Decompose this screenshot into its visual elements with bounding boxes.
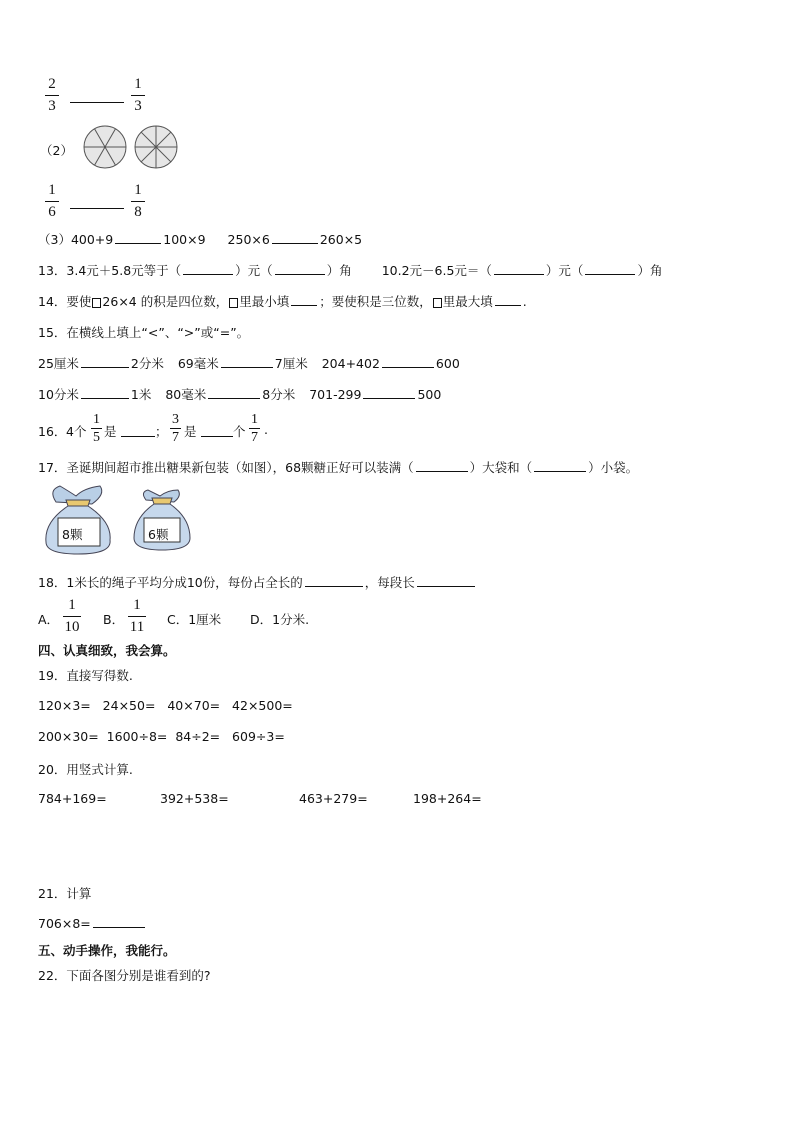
option-b-label[interactable]: B． <box>103 612 125 627</box>
fraction-one-eighth <box>131 182 145 221</box>
question-21-row <box>38 916 147 931</box>
item: 25厘米 <box>38 356 79 371</box>
denominator: 8 <box>134 204 142 220</box>
question-number: 13． <box>38 263 67 278</box>
answer-blank[interactable] <box>221 366 273 368</box>
answer-blank[interactable] <box>305 585 363 587</box>
answer-blank[interactable] <box>81 397 129 399</box>
denominator: 6 <box>48 204 56 220</box>
question-20-text: 20．用竖式计算. <box>38 762 133 777</box>
item: 1米 <box>130 387 152 402</box>
question-21-text: 21．计算 <box>38 886 92 901</box>
denominator: 10 <box>64 619 80 635</box>
item: 8分米 <box>262 387 296 402</box>
expression: 463+279= <box>299 791 368 806</box>
answer-blank[interactable] <box>70 207 124 209</box>
numerator: 2 <box>48 76 56 92</box>
small-bag-label: 6颗 <box>148 527 169 542</box>
question-number: 14． <box>38 294 67 309</box>
fraction-two-thirds <box>45 76 59 115</box>
question-text: 3.4元＋5.8元等于（ <box>66 263 182 278</box>
question-text: 10.2元－6.5元＝（ <box>381 263 492 278</box>
answer-blank[interactable] <box>208 397 260 399</box>
question-text: 是 <box>104 424 117 439</box>
question-text: ）元（ <box>545 263 584 278</box>
big-bag-label: 8颗 <box>62 527 83 542</box>
question-text: 要使 <box>66 294 92 309</box>
question-18 <box>38 573 477 591</box>
expression: 198+264= <box>413 791 482 806</box>
question-17 <box>38 458 638 476</box>
option-b-fraction <box>128 597 146 636</box>
option-d[interactable]: D．1分米. <box>250 612 310 627</box>
question-19-text: 19．直接写得数. <box>38 668 133 683</box>
answer-blank[interactable] <box>272 242 318 244</box>
numerator: 1 <box>93 412 100 427</box>
answer-blank[interactable] <box>183 273 233 275</box>
question-13 <box>38 261 662 279</box>
denominator: 5 <box>93 430 100 445</box>
numerator: 1 <box>48 182 56 198</box>
circle-figures <box>82 124 180 170</box>
answer-blank[interactable] <box>115 242 161 244</box>
numerator: 1 <box>134 182 142 198</box>
question-text: ）大袋和（ <box>469 460 533 475</box>
question-text: 4个 <box>66 424 87 439</box>
item: 7厘米 <box>274 356 308 371</box>
question-15-row1 <box>38 354 460 372</box>
denominator: 7 <box>172 430 179 445</box>
answer-blank[interactable] <box>494 273 544 275</box>
question-22-text: 22．下面各图分别是谁看到的? <box>38 968 211 983</box>
question-16-num: 16． <box>38 424 67 439</box>
item: 69毫米 <box>177 356 219 371</box>
answer-blank[interactable] <box>81 366 129 368</box>
expression: 400+9 <box>70 232 114 247</box>
numerator: 1 <box>251 412 258 427</box>
question-text: 是 <box>184 424 197 439</box>
numerator: 1 <box>134 76 142 92</box>
section-5-heading: 五、动手操作，我能行。 <box>38 943 176 958</box>
circle-eighths <box>135 126 177 168</box>
denominator: 3 <box>134 98 142 114</box>
question-text: 26×4 的积是四位数， <box>102 294 229 309</box>
comparison-row <box>38 230 362 248</box>
item: 701-299 <box>309 387 362 402</box>
question-15-text: 15．在横线上填上“<”、“>”或“=”。 <box>38 325 250 340</box>
circle-sixths <box>84 126 126 168</box>
section-4-heading: 四、认真细致，我会算。 <box>38 643 176 658</box>
question-text: 里最大填 <box>442 294 493 309</box>
answer-blank[interactable] <box>93 926 145 928</box>
fraction-three-sevenths <box>170 412 181 445</box>
answer-blank[interactable] <box>291 304 317 306</box>
fraction-one-seventh <box>249 412 260 445</box>
question-text: . <box>522 294 527 309</box>
answer-blank[interactable] <box>417 585 475 587</box>
question-text: ，每段长 <box>364 575 415 590</box>
answer-blank[interactable] <box>275 273 325 275</box>
question-19-row1: 120×3= 24×50= 40×70= 42×500= <box>38 698 293 713</box>
box-placeholder <box>433 298 442 308</box>
fraction-one-fifth <box>91 412 102 445</box>
expression: 260×5 <box>319 232 363 247</box>
denominator: 3 <box>48 98 56 114</box>
question-text: 18．1米长的绳子平均分成10份，每份占全长的 <box>38 575 303 590</box>
numerator: 1 <box>68 597 76 613</box>
big-candy-bag <box>46 486 110 554</box>
denominator: 7 <box>251 430 258 445</box>
question-14 <box>38 292 527 310</box>
answer-blank[interactable] <box>382 366 434 368</box>
answer-blank[interactable] <box>585 273 635 275</box>
answer-blank[interactable] <box>495 304 521 306</box>
sub-question-label: （2） <box>40 143 73 158</box>
sub-question-label: （3） <box>38 232 71 247</box>
item: 204+402 <box>321 356 380 371</box>
box-placeholder <box>229 298 238 308</box>
expression: 250×6 <box>227 232 270 247</box>
answer-blank[interactable] <box>416 470 468 472</box>
expression: 100×9 <box>163 232 206 247</box>
fraction-one-sixth <box>45 182 59 221</box>
item: 80毫米 <box>165 387 207 402</box>
question-text: ； <box>155 424 168 439</box>
fraction-one-third <box>131 76 145 115</box>
expression: 392+538= <box>160 791 229 806</box>
expression: 706×8= <box>38 916 91 931</box>
answer-blank[interactable] <box>70 101 124 103</box>
numerator: 3 <box>172 412 179 427</box>
option-c[interactable]: C．1厘米 <box>167 612 222 627</box>
question-text: . <box>264 422 268 437</box>
item: 600 <box>435 356 460 371</box>
denominator: 11 <box>129 619 145 635</box>
answer-blank[interactable] <box>121 435 155 437</box>
item: 10分米 <box>38 387 79 402</box>
box-placeholder <box>92 298 101 308</box>
expression: 784+169= <box>38 791 107 806</box>
option-a-label[interactable]: A． <box>38 612 60 627</box>
answer-blank[interactable] <box>534 470 586 472</box>
question-text: ）角 <box>637 263 663 278</box>
answer-blank[interactable] <box>363 397 415 399</box>
question-text: ）元（ <box>235 263 273 278</box>
item: 2分米 <box>130 356 164 371</box>
candy-bags-figure <box>40 482 200 556</box>
answer-blank[interactable] <box>201 435 233 437</box>
question-text: 17．圣诞期间超市推出糖果新包装（如图），68颗糖正好可以装满（ <box>38 460 414 475</box>
option-a-fraction <box>63 597 81 636</box>
question-text: 里最小填 <box>239 294 290 309</box>
question-text: ）小袋。 <box>588 460 639 475</box>
question-text: ）角 <box>326 263 352 278</box>
question-text: ；要使积是三位数， <box>319 294 432 309</box>
question-19-row2: 200×30= 1600÷8= 84÷2= 609÷3= <box>38 729 285 744</box>
question-15-row2 <box>38 385 441 403</box>
item: 500 <box>417 387 442 402</box>
question-text: 个 <box>233 424 246 439</box>
numerator: 1 <box>133 597 141 613</box>
